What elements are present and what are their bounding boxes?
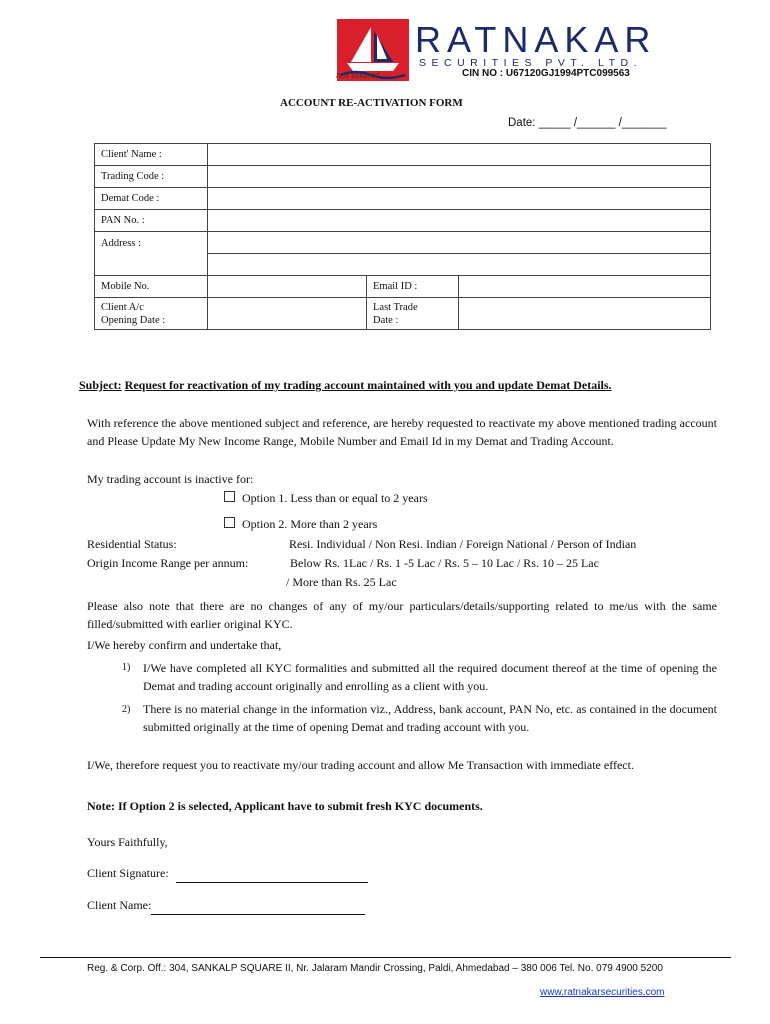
signature-row <box>87 865 368 883</box>
email-input[interactable] <box>459 276 711 298</box>
pan-input[interactable] <box>208 210 711 232</box>
item-2-text: There is no material change in the information viz., Address, bank account, PAN No, etc. as contained in the document submitted originally at the time of opening Demat and trading account with you. <box>143 702 717 734</box>
opening-date-label <box>95 298 208 330</box>
option1-checkbox[interactable] <box>224 491 235 502</box>
item-1-number: 1) <box>122 662 131 673</box>
income-options-2[interactable]: / More than Rs. 25 Lac <box>286 575 397 589</box>
last-trade-label-line2: Date : <box>373 315 399 326</box>
address-input-line1[interactable] <box>208 232 711 254</box>
pan-label: PAN No. : <box>95 210 208 232</box>
brand-name: RATNAKAR <box>415 19 657 60</box>
option1-row[interactable] <box>224 490 428 508</box>
cin-number: CIN NO : U67120GJ1994PTC099563 <box>462 68 630 79</box>
option1-label: Option 1. Less than or equal to 2 years <box>242 491 428 505</box>
subject-text: Request for reactivation of my trading account maintained with you and update Demat Details. <box>124 378 612 392</box>
client-name-label: Client' Name : <box>95 144 208 166</box>
demat-code-label: Demat Code : <box>95 188 208 210</box>
inactive-for: My trading account is inactive for: <box>87 472 254 486</box>
subject-line <box>79 378 612 393</box>
mobile-input[interactable] <box>208 276 367 298</box>
confirm-line: I/We hereby confirm and undertake that, <box>87 638 282 652</box>
last-trade-input[interactable] <box>459 298 711 330</box>
trading-code-label: Trading Code : <box>95 166 208 188</box>
note-line: Note: If Option 2 is selected, Applicant have to submit fresh KYC documents. <box>87 799 483 813</box>
name-label: Client Name: <box>87 898 152 912</box>
item-1-text: I/We have completed all KYC formalities and submitted all the required document thereof at the time of opening the Demat and trading account originally and enrolling as a client with you. <box>143 661 717 693</box>
option2-row[interactable] <box>224 516 377 534</box>
signature-line[interactable] <box>176 868 368 883</box>
residential-options[interactable]: Resi. Individual / Non Resi. Indian / Foreign National / Person of Indian <box>289 537 637 551</box>
opening-date-label-line2: Opening Date : <box>101 315 166 326</box>
address-label: Address : <box>95 232 208 276</box>
subject-label: Subject: <box>79 378 122 392</box>
client-name-row <box>87 897 365 915</box>
option2-checkbox[interactable] <box>224 517 235 528</box>
trading-code-input[interactable] <box>208 166 711 188</box>
client-name-input[interactable] <box>208 144 711 166</box>
date-field[interactable]: Date: _____ /______ /_______ <box>508 117 667 129</box>
footer-address: Reg. & Corp. Off.: 304, SANKALP SQUARE II, Nr. Jalaram Mandir Crossing, Paldi, Ahmedabad – 380 006 Tel. No. 079 4900 5200 <box>87 963 663 974</box>
brand-subtitle: SECURITIES PVT. LTD. <box>419 57 642 69</box>
form-title: ACCOUNT RE-ACTIVATION FORM <box>280 97 463 109</box>
request-paragraph: I/We, therefore request you to reactivate my/our trading account and allow Me Transaction with immediate effect. <box>87 758 634 772</box>
tagline: rest assured <box>336 70 380 80</box>
footer-divider <box>40 957 731 958</box>
opening-date-input[interactable] <box>208 298 367 330</box>
option2-label: Option 2. More than 2 years <box>242 517 378 531</box>
address-input-line2[interactable] <box>208 254 711 276</box>
income-options[interactable]: Below Rs. 1Lac / Rs. 1 -5 Lac / Rs. 5 – 10 Lac / Rs. 10 – 25 Lac <box>290 556 599 570</box>
demat-code-input[interactable] <box>208 188 711 210</box>
client-name-line[interactable] <box>151 900 365 915</box>
signature-label: Client Signature: <box>87 866 169 880</box>
email-label: Email ID : <box>367 276 459 298</box>
opening-date-label-line1: Client A/c <box>101 302 144 313</box>
residential-label: Residential Status: <box>87 537 177 551</box>
no-changes-paragraph: Please also note that there are no changes of any of my/our particulars/details/supporting related to me/us with the same filled/submitted with earlier original KYC. <box>87 599 717 631</box>
item-2-number: 2) <box>122 704 131 715</box>
client-details-table <box>94 143 711 330</box>
mobile-label: Mobile No. <box>95 276 208 298</box>
income-label: Origin Income Range per annum: <box>87 556 249 570</box>
last-trade-label <box>367 298 459 330</box>
intro-paragraph: With reference the above mentioned subject and reference, are hereby requested to reactivate my above mentioned trading account and Please Update My New Income Range, Mobile Number and Email Id in my Demat and Trading Account. <box>87 416 717 448</box>
yours-faithfully: Yours Faithfully, <box>87 835 168 849</box>
last-trade-label-line1: Last Trade <box>373 302 418 313</box>
website-link[interactable]: www.ratnakarsecurities.com <box>540 987 665 998</box>
